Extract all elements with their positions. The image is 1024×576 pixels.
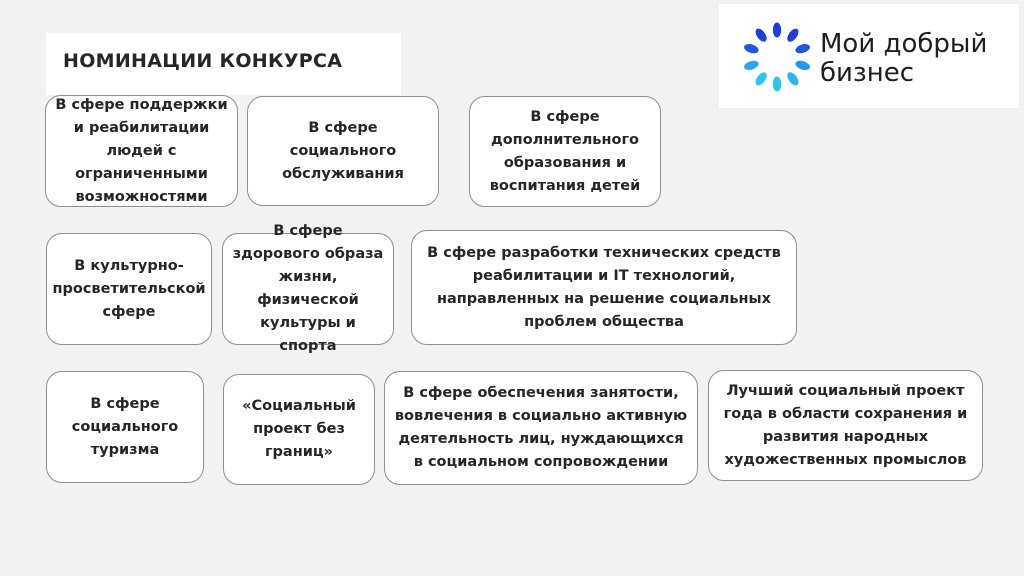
- nomination-label: В сфере социального туризма: [71, 395, 179, 458]
- nomination-card-3: [469, 96, 661, 207]
- nomination-label: В культурно-просветительской сфере: [52, 257, 206, 320]
- logo-text-line1: Мой добрый: [820, 29, 988, 59]
- nomination-card-10: [708, 370, 983, 481]
- nomination-label: В сфере дополнительного образования и воспитания детей: [489, 108, 641, 194]
- nomination-label: В сфере поддержки и реабилитации людей с ограниченными возможностями: [55, 96, 228, 205]
- nomination-label: В сфере социального обслуживания: [282, 119, 404, 182]
- nomination-card-2: [247, 96, 439, 206]
- nomination-card-8: [223, 374, 375, 485]
- nomination-card-6: [411, 230, 797, 345]
- logo-text: [820, 30, 987, 88]
- logo-text-line2: бизнес: [820, 58, 915, 88]
- page-title: НОМИНАЦИИ КОНКУРСА: [63, 50, 343, 72]
- nomination-label: В сфере разработки технических средств реабилитации и IT технологий, направленных на решение социальных проблем общества: [427, 244, 781, 330]
- nomination-label: В сфере обеспечения занятости, вовлечения в социально активную деятельность лиц, нуждающихся в социальном сопровождении: [394, 385, 688, 470]
- nomination-label: «Социальный проект без границ»: [242, 398, 356, 460]
- nomination-card-7: [46, 371, 204, 483]
- nomination-label: Лучший социальный проект года в области сохранения и развития народных художественных промыслов: [723, 382, 968, 468]
- logo-mark-icon: [742, 20, 812, 94]
- nomination-card-4: [46, 233, 212, 345]
- nomination-card-1: [45, 95, 238, 207]
- nomination-label: В сфере здорового образа жизни, физической культуры и спорта: [232, 223, 384, 354]
- nomination-card-5: [222, 223, 394, 354]
- nomination-card-9: [384, 371, 698, 485]
